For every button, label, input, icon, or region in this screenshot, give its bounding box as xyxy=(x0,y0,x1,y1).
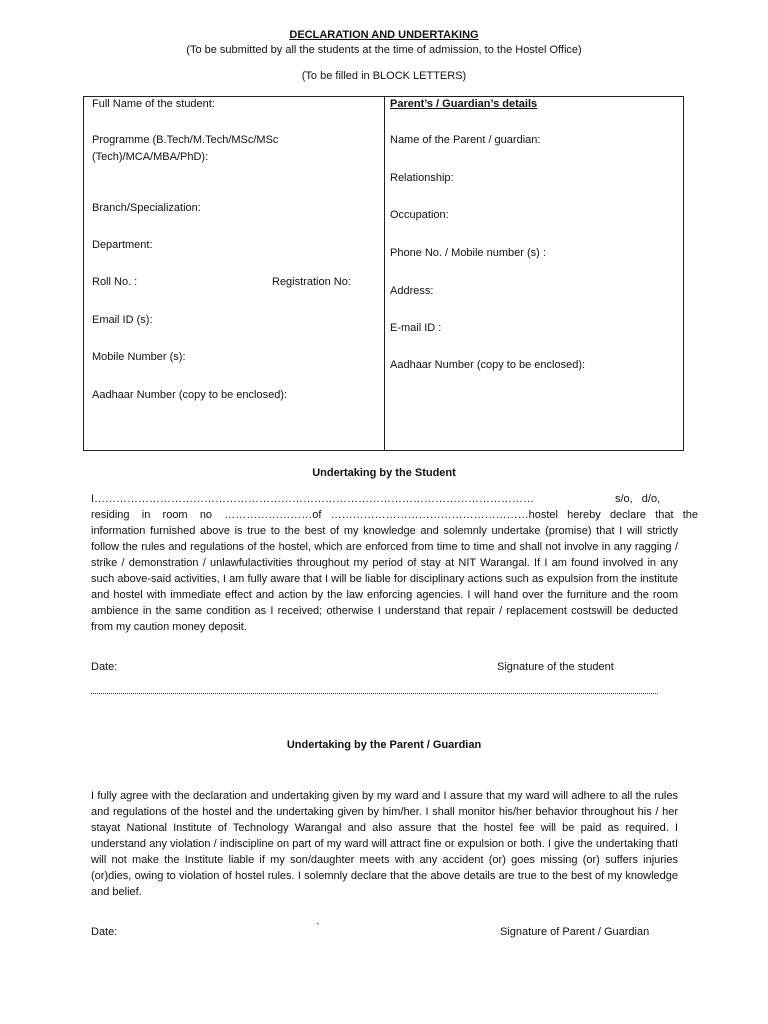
relation-options-label: s/o, d/o, xyxy=(615,493,661,505)
parent-relationship-label: Relationship: xyxy=(390,172,454,184)
student-aadhaar-label: Aadhaar Number (copy to be enclosed): xyxy=(92,389,288,401)
parent-details-heading: Parent’s / Guardian’s details xyxy=(390,98,538,110)
student-branch-label: Branch/Specialization: xyxy=(92,202,201,214)
details-form-box xyxy=(83,96,684,451)
student-programme-label-line1: Programme (B.Tech/M.Tech/MSc/MSc xyxy=(92,134,279,146)
student-programme-label-line2: (Tech)/MCA/MBA/PhD): xyxy=(92,151,209,163)
block-letters-note: (To be filled in BLOCK LETTERS) xyxy=(301,70,467,82)
parent-undertaking-text: I fully agree with the declaration and undertaking given by my ward and I assure that my ward will adhere to all the rules and regulations of the hostel and the undertaking given by him/her. I shall monitor his/her behavior throughout his / her stayat National Institute of Technology Warangal and also assure that the hostel fee will be paid as required. I understand any violation / indiscipline on part of my ward will attract fine or expulsion or both. I give the undertaking thatI will not make the Institute liable if my son/daughter meets with any accident (or) goes missing (or) suffers injuries (or)dies, owing to violation of hostel rules. I solemnly declare that the above details are true to the best of my knowledge and belief. xyxy=(91,790,678,898)
parent-phone-label: Phone No. / Mobile number (s) : xyxy=(390,247,546,259)
parent-aadhaar-label: Aadhaar Number (copy to be enclosed): xyxy=(390,359,586,371)
student-roll-no-label: Roll No. : xyxy=(92,276,138,288)
document-subtitle: (To be submitted by all the students at the time of admission, to the Hostel Office) xyxy=(186,44,582,56)
student-undertaking-text: information furnished above is true to the best of my knowledge and solemnly undertake (promise) that I will strictly follow the rules and regulations of the hostel, which are enforced from time to time and shall not involve in any ragging / strike / demonstration / unlawfulactivities throughout my period of stay at NIT Warangal. If I am found involved in any such above-said activities, I am fully aware that I will be liable for disciplinary actions such as expulsion from the institute and hostel with immediate effect and action by the law enforcing agencies. I will hand over the furniture and the room ambience in the same condition as I received; otherwise I understand that repair / replacement costswill be deducted from my caution money deposit. xyxy=(91,525,678,633)
parent-signature-label: Signature of Parent / Guardian xyxy=(500,926,650,938)
parent-name-label: Name of the Parent / guardian: xyxy=(390,134,541,146)
student-registration-no-label: Registration No: xyxy=(272,276,351,288)
document-title: DECLARATION AND UNDERTAKING xyxy=(289,29,479,41)
column-divider xyxy=(384,97,385,450)
student-email-label: Email ID (s): xyxy=(92,314,153,326)
student-date-label: Date: xyxy=(91,661,118,673)
student-undertaking-heading: Undertaking by the Student xyxy=(312,467,456,479)
room-hostel-fill-line: residing in room no ……………………of ………………………………………………hostel hereby declare that the xyxy=(91,509,698,521)
student-signature-label: Signature of the student xyxy=(497,661,614,673)
parent-address-label: Address: xyxy=(390,285,434,297)
stray-mark: ` xyxy=(316,922,320,934)
student-mobile-label: Mobile Number (s): xyxy=(92,351,186,363)
student-full-name-label: Full Name of the student: xyxy=(92,98,215,110)
section-separator-dotted-line xyxy=(91,693,658,694)
parent-undertaking-heading: Undertaking by the Parent / Guardian xyxy=(286,739,482,751)
student-name-fill-line: I………………………………………………………………………………………………………… xyxy=(91,493,535,505)
parent-email-label: E-mail ID : xyxy=(390,322,442,334)
student-department-label: Department: xyxy=(92,239,153,251)
parent-occupation-label: Occupation: xyxy=(390,209,449,221)
parent-date-label: Date: xyxy=(91,926,118,938)
